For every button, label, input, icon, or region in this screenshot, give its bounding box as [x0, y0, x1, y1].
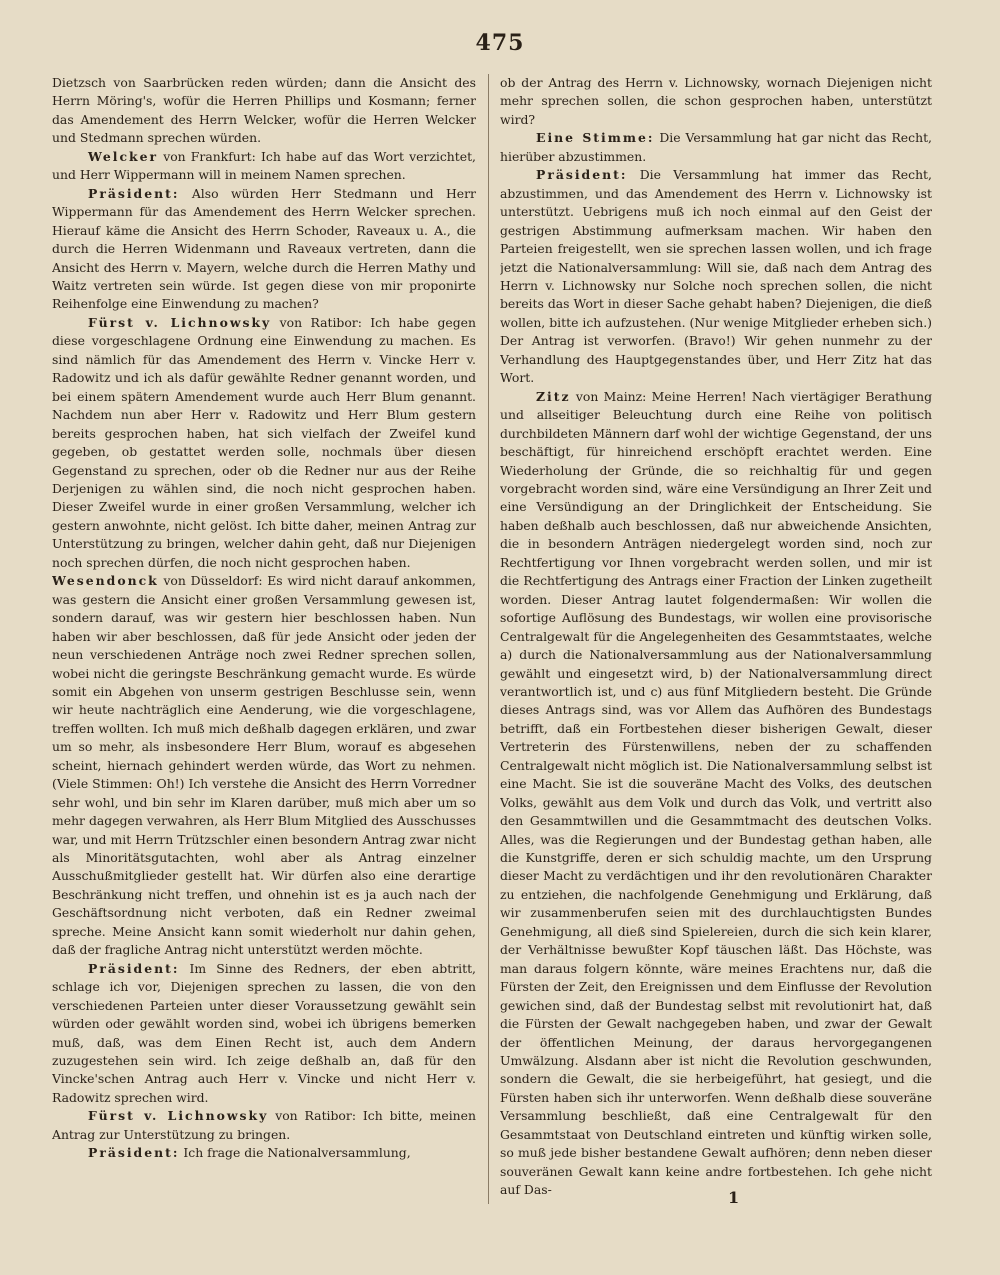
paragraph-text: von Frankfurt: Ich habe auf das Wort verzichtet, und Herr Wippermann will in meinem Namen sprechen. [52, 148, 476, 183]
page-number: 475 [475, 30, 525, 56]
paragraph-text: ob der Antrag des Herrn v. Lichnowsky, wornach Diejenigen nicht mehr sprechen sollen, die schon gesprochen haben, unterstützt wird? [500, 75, 932, 127]
signature-mark: 1 [728, 1188, 740, 1207]
right-column [500, 74, 932, 1224]
paragraph [500, 388, 932, 1200]
paragraph [52, 960, 476, 1108]
paragraph [500, 166, 932, 387]
paragraph-text: von Ratibor: Ich habe gegen diese vorgeschlagene Ordnung eine Einwendung zu machen. Es sind nämlich für das Amendement des Herrn v. Vincke Herr v. Radowitz und ich als dafür gewählte Redner genannt worden, und bei einem spätern Amendement wurde auch Herr Blum genannt. Nachdem nun aber Herr v. Radowitz und Herr Blum gestern bereits gesprochen haben, hat sich vielfach der Zweifel kund gegeben, ob gestattet werden solle, nochmals über diesen Gegenstand zu sprechen, oder ob die Redner nur aus der Reihe Derjenigen zu wählen sind, die noch nicht gesprochen haben. Dieser Zweifel wurde in einer großen Versammlung, welcher ich gestern anwohnte, nicht gelöst. Ich bitte daher, meinen Antrag zur Unterstützung zu bringen, welcher dahin geht, daß nur Diejenigen noch sprechen dürfen, die noch nicht gesprochen haben. [52, 314, 476, 570]
speaker-name: Fürst v. Lichnowsky [88, 1108, 269, 1124]
paragraph-text: Also würden Herr Stedmann und Herr Wippermann für das Amendement des Herrn Welcker sprechen. Hierauf käme die Ansicht des Herrn Schoder, Raveaux u. A., die durch die Herren Widenmann und Raveaux vertreten, dann die Ansicht des Herrn v. Mayern, welche durch die Herren Mathy und Waitz vertreten sein würde. Ist gegen diese von mir proponirte Reihenfolge eine Einwendung zu machen? [52, 185, 476, 312]
speaker-name: Eine Stimme: [536, 130, 655, 146]
paragraph-text: von Ratibor: Ich bitte, meinen Antrag zur Unterstützung zu bringen. [52, 1108, 476, 1142]
left-column [52, 74, 476, 1224]
speaker-name: Präsident: [88, 1145, 180, 1161]
column-divider [488, 74, 489, 1204]
paragraph-text: von Mainz: Meine Herren! Nach viertägiger Berathung und allseitiger Beleuchtung durch eine Reihe von politisch durchbildeten Männern darf wohl der wichtige Gegenstand, der uns beschäftigt, für hinreichend erschöpft erachtet werden. Eine Wiederholung der Gründe, die so reichhaltig für und gegen vorgebracht worden sind, wäre eine Versündigung an Ihrer Zeit und eine Versündigung an der Dringlichkeit der Entscheidung. Sie haben deßhalb auch beschlossen, daß nur abweichende Ansichten, die in besondern Anträgen niedergelegt worden sind, noch zur Rechtfertigung vor Ihnen vorgebracht werden sollen, und mir ist die Rechtfertigung des Antrags einer Fraction der Linken zugetheilt worden. Dieser Antrag lautet folgendermaßen: Wir wollen die sofortige Auflösung des Bundestags, wir wollen eine provisorische Centralgewalt für die Angelegenheiten des Gesammtstaates, welche a) durch die Nationalversammlung aus der Nationalversammlung gewählt und eingesetzt wird, b) der Nationalversammlung direct verantwortlich ist, und c) aus fünf Mitgliedern besteht. Die Gründe dieses Antrags sind, was vor Allem das Aufhören des Bundestags betrifft, daß ein Fortbestehen dieser bisherigen Gewalt, dieser Vertreterin des Fürstenwillens, neben der zu schaffenden Centralgewalt nicht möglich ist. Die Nationalversammlung selbst ist eine Macht. Sie ist die souveräne Macht des Volks, des deutschen Volks, gewählt aus dem Volk und durch das Volk, und vertritt also den Gesammtwillen und die Gesammtmacht des deutschen Volks. Alles, was die Regierungen und der Bundestag gethan haben, alle die Kunstgriffe, deren er sich schuldig machte, um den Ursprung dieser Macht zu verdächtigen und ihr den revolutionären Charakter zu entziehen, die nachfolgende Genehmigung und Erklärung, daß wir zusammenberufen seien mit des durchlauchtigsten Bundes Genehmigung, all dieß sind Spielereien, durch die sich kein klarer, der Verhältnisse bewußter Kopf täuschen läßt. Das Höchste, was man daraus folgern könnte, wäre meines Erachtens nur, daß die Fürsten der Zeit, den Ereignissen und dem Einflusse der Revolution gewichen sind, daß der Bundestag selbst mit revolutionirt hat, daß die Fürsten der Gewalt nachgegeben haben, und zwar der Gewalt der öffentlichen Meinung, der daraus hervorgegangenen Umwälzung. Alsdann aber ist nicht die Revolution geschwunden, sondern die Gewalt, die sie herbeigeführt, hat gesiegt, und die Fürsten haben sich ihr unterworfen. Wenn deßhalb diese souveräne Versammlung beschließt, daß eine Centralgewalt für den Gesammtstaat von Deutschland eintreten und künftig wirken solle, so muß jede bisher bestandene Gewalt aufhören; denn neben dieser souveränen Gewalt kann keine andre fortbestehen. Ich gehe nicht auf Das- [500, 388, 932, 1198]
speaker-name: Fürst v. Lichnowsky [88, 314, 272, 330]
speaker-name: Welcker [88, 148, 159, 164]
paragraph-text: Die Versammlung hat immer das Recht, abzustimmen, und das Amendement des Herrn v. Lichnowsky ist unterstützt. Uebrigens muß ich noch einmal auf den Geist der gestrigen Abstimmung aufmerksam machen. Wir haben den Parteien freigestellt, wen sie sprechen lassen wollen, und ich frage jetzt die Nationalversammlung: Will sie, daß nach dem Antrag des Herrn v. Lichnowsky nur Solche noch sprechen sollen, die nicht bereits das Wort in dieser Sache gehabt haben? Diejenigen, die dieß wollen, bitte ich aufzustehen. (Nur wenige Mitglieder erheben sich.) Der Antrag ist verworfen. (Bravo!) Wir gehen nunmehr zu der Verhandlung des Hauptgegenstandes über, und Herr Zitz hat das Wort. [500, 167, 932, 386]
paragraph-text: von Düsseldorf: Es wird nicht darauf ankommen, was gestern die Ansicht einer großen Versammlung gewesen ist, sondern darauf, was wir gestern hier beschlossen haben. Nun haben wir aber beschlossen, daß für jede Ansicht oder jeden der neun verschiedenen Anträge noch zwei Redner sprechen sollen, wobei nicht die geringste Beschränkung gemacht wurde. Es würde somit ein Abgehen von unserm gestrigen Beschlusse sein, wenn wir heute nachträglich eine Aenderung, wie die vorgeschlagene, treffen wollten. Ich muß mich deßhalb dagegen erklären, und zwar um so mehr, als insbesondere Herr Blum, worauf es abgesehen scheint, hiernach gehindert werden würde, das Wort zu nehmen. (Viele Stimmen: Oh!) Ich verstehe die Ansicht des Herrn Vorredner sehr wohl, und bin sehr im Klaren darüber, muß mich aber um so mehr dagegen verwahren, als Herr Blum Mitglied des Ausschusses war, und mit Herrn Trützschler einen besondern Antrag zwar nicht als Minoritätsgutachten, wohl aber als Antrag einzelner Ausschußmitglieder gestellt hat. Wir dürfen also eine derartige Beschränkung nicht treffen, und ohnehin ist es ja auch nach der Geschäftsordnung nicht verboten, daß ein Redner zweimal spreche. Meine Ansicht kann somit wiederholt nur dahin gehen, daß der fragliche Antrag nicht unterstützt werden möchte. [52, 573, 476, 958]
paragraph-text: Die Versammlung hat gar nicht das Recht, hierüber abzustimmen. [500, 130, 932, 164]
speaker-name: Präsident: [88, 185, 180, 201]
speaker-name: Präsident: [536, 167, 628, 183]
paragraph [52, 314, 476, 572]
speaker-name: Zitz [536, 388, 571, 404]
paragraph-text: Im Sinne des Redners, der eben abtritt, schlage ich vor, Diejenigen sprechen zu lassen, die von den verschiedenen Parteien unter dieser Voraussetzung gewählt sein würden oder gewählt worden sind, wobei ich übrigens bemerken muß, daß, was dem Einen Recht ist, auch dem Andern zuzugestehen sein wird. Ich zeige deßhalb an, daß für den Vincke'schen Antrag auch Herr v. Vincke und nicht Herr v. Radowitz sprechen wird. [52, 960, 476, 1105]
paragraph-text: Dietzsch von Saarbrücken reden würden; dann die Ansicht des Herrn Möring's, wofür die Herren Phillips und Kosmann; ferner das Amendement des Herrn Welcker, wofür die Herren Welcker und Stedmann sprechen würden. [52, 75, 476, 146]
paragraph [52, 148, 476, 185]
paragraph [52, 1144, 476, 1162]
paragraph [52, 74, 476, 148]
paragraph [52, 572, 476, 960]
paragraph-text: Ich frage die Nationalversammlung, [183, 1145, 411, 1161]
paragraph [500, 129, 932, 166]
paragraph [52, 185, 476, 314]
speaker-name: Präsident: [88, 960, 180, 976]
speaker-name: Wesendonck [52, 573, 159, 589]
paragraph [52, 1107, 476, 1144]
paragraph [500, 74, 932, 129]
